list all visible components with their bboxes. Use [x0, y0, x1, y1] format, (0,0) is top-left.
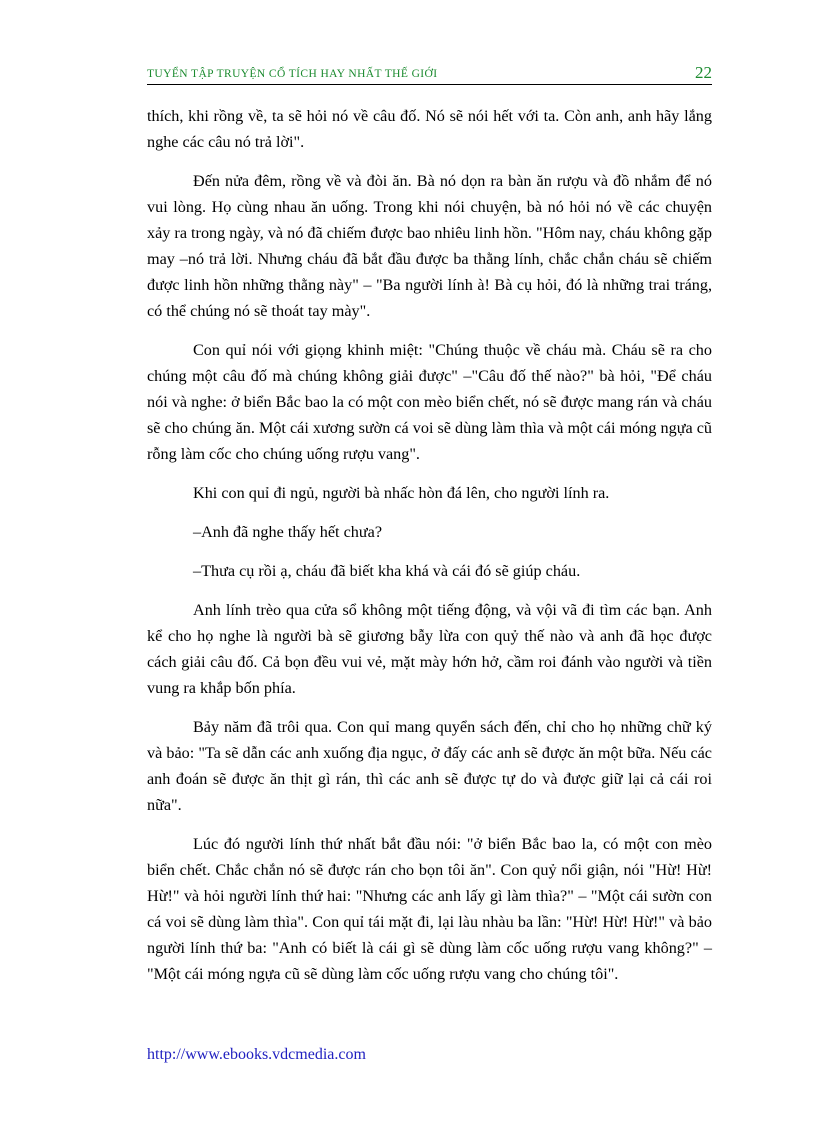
paragraph: Khi con quỉ đi ngủ, người bà nhấc hòn đá lên, cho người lính ra. [193, 484, 610, 502]
footer-url-link[interactable]: http://www.ebooks.vdcmedia.com [147, 1046, 366, 1063]
paragraph: Con quỉ nói với giọng khinh miệt: "Chúng thuộc về cháu mà. Cháu sẽ ra cho chúng một câu đố mà chúng không giải được" –"Câu đố thế nào?" bà hỏi, "Để cháu nói và nghe: ở biển Bắc bao la có một con mèo biển chết, nó sẽ được mang rán và cháu sẽ cho chúng ăn. Một cái xương sườn cá voi sẽ dùng làm thìa và một cái móng ngựa cũ rỗng làm cốc cho chúng uống rượu vang". [147, 341, 712, 463]
paragraph: thích, khi rồng về, ta sẽ hỏi nó về câu đố. Nó sẽ nói hết với ta. Còn anh, anh hãy lắng nghe các câu nó trả lời". [147, 107, 712, 151]
book-title: TUYỂN TẬP TRUYỆN CỔ TÍCH HAY NHẤT THẾ GIỚI [147, 68, 438, 80]
dialogue-line: –Anh đã nghe thấy hết chưa? [193, 523, 383, 541]
paragraph: Bảy năm đã trôi qua. Con quỉ mang quyển sách đến, chỉ cho họ những chữ ký và bảo: "Ta sẽ dẫn các anh xuống địa ngục, ở đấy các anh sẽ được ăn một bữa. Nếu các anh đoán sẽ được ăn thịt gì rán, thì các anh sẽ được tự do và được giữ lại cả cái roi nữa". [147, 718, 712, 814]
paragraph: Đến nửa đêm, rồng về và đòi ăn. Bà nó dọn ra bàn ăn rượu và đồ nhắm để nó vui lòng. Họ cùng nhau ăn uống. Trong khi nói chuyện, bà nó hỏi nó về các chuyện xảy ra trong ngày, và nó đã chiếm được bao nhiêu linh hồn. "Hôm nay, cháu không gặp may –nó trả lời. Nhưng cháu đã bắt đầu được ba thằng lính, chắc chắn cháu sẽ chiếm được linh hồn những thằng này" – "Ba người lính à! Bà cụ hỏi, đó là những trai tráng, có thể chúng nó sẽ thoát tay mày". [147, 172, 712, 320]
page-number: 22 [695, 63, 712, 82]
paragraph: Lúc đó người lính thứ nhất bắt đầu nói: "ở biển Bắc bao la, có một con mèo biển chết. Chắc chắn nó sẽ được rán cho bọn tôi ăn". Con quỷ nổi giận, nói "Hừ! Hừ! Hừ!" và hỏi người lính thứ hai: "Nhưng các anh lấy gì làm thìa?" – "Một cái sườn con cá voi sẽ dùng làm thìa". Con quỉ tái mặt đi, lại làu nhàu ba lần: "Hừ! Hừ! Hừ!" và bảo người lính thứ ba: "Anh có biết là cái gì sẽ dùng làm cốc uống rượu vang không?" – "Một cái móng ngựa cũ sẽ dùng làm cốc uống rượu vang cho chúng tôi". [147, 835, 712, 983]
dialogue-line: –Thưa cụ rồi ạ, cháu đã biết kha khá và cái đó sẽ giúp cháu. [193, 562, 581, 580]
page-body [147, 103, 712, 1000]
paragraph: Anh lính trèo qua cửa sổ không một tiếng động, và vội vã đi tìm các bạn. Anh kể cho họ nghe là người bà sẽ giương bẫy lừa con quỷ thế nào và anh đã học được cách giải câu đố. Cả bọn đều vui vẻ, mặt mày hớn hở, cầm roi đánh vào người và tiền vung ra khắp bốn phía. [147, 601, 712, 697]
page-header [147, 58, 712, 85]
